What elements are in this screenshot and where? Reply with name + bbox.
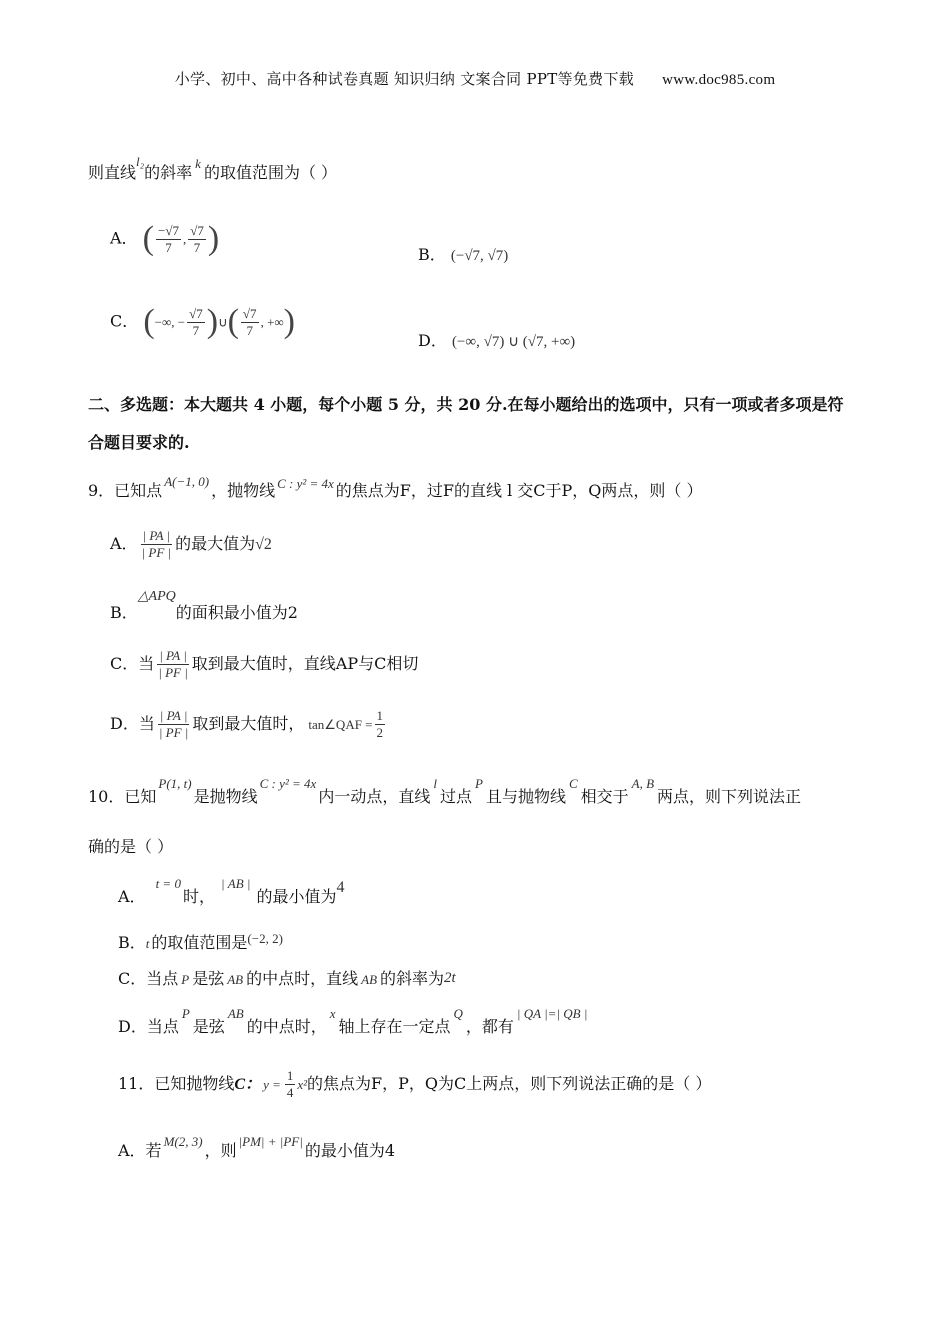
q8-option-b[interactable] xyxy=(418,242,508,265)
q10-option-c[interactable]: C．当点 P 是弦 AB 的中点时，直线 AB 的斜率为2t xyxy=(118,969,456,988)
q8-option-c[interactable]: C． (−∞, − $\frac{√7}{7}$ )∪( $\frac{√7}{7}$ , +∞) xyxy=(110,303,295,340)
option-expr: (−∞, √7) ∪ (√7, +∞) xyxy=(451,334,576,350)
fraction: $\frac{| PA |}{| PF |}$ xyxy=(158,648,188,680)
q11-stem: 11．已知抛物线C： y = $\frac{1}{4}$ x²的焦点为F，P，Q为C上两点，则下列说法正确的是（ ） xyxy=(118,1068,712,1100)
q8-stem xyxy=(88,154,338,183)
parabola-c: C : y² = 4x xyxy=(277,476,334,491)
q8-k: k xyxy=(195,156,201,171)
q8-l2: l₂ xyxy=(136,154,145,169)
q8-stem-text-b: 的斜率 xyxy=(144,163,193,182)
q10-option-d[interactable]: D．当点P是弦AB的中点时，x轴上存在一定点Q，都有| QA |=| QB | xyxy=(118,1006,588,1036)
point-a: A(−1, 0) xyxy=(164,474,210,489)
triangle-apq: △APQ xyxy=(137,589,176,604)
q9-option-a[interactable]: A． $\frac{| PA |}{| PF |}$ 的最大值为√2 xyxy=(110,528,272,560)
fraction: $\frac{√7}{7}$ xyxy=(242,305,257,338)
fraction-one-quarter: $\frac{1}{4}$ xyxy=(286,1068,294,1100)
section-2-heading-line2: 合题目要求的. xyxy=(88,433,190,452)
option-expr: (−√7, √7) xyxy=(450,248,509,264)
page-header xyxy=(0,68,950,89)
q10-stem-line2: 确的是（ ） xyxy=(88,837,174,856)
fraction: $\frac{√7}{7}$ xyxy=(189,305,203,338)
q10-stem: 10．已知$^{P(1, t)}$是抛物线$^{C : y^2 = 4x}$内一动点，直线$^l$过点$^P$且与抛物线$^C$相交于$^{A, B}$两点，则下列说法正 xyxy=(88,776,802,806)
q9-option-d[interactable]: D．当 $\frac{| PA |}{| PF |}$ 取到最大值时， tan∠QAF = $\frac{1}{2}$ xyxy=(110,708,384,740)
q11-option-a[interactable]: A．若 M(2, 3) ，则 |PM| + |PF| 的最小值为4 xyxy=(118,1134,395,1160)
header-url[interactable]: www.doc985.com xyxy=(662,72,776,88)
q8-stem-text-c: 的取值范围为（ ） xyxy=(203,163,338,182)
q10-option-a[interactable]: A．t = 0时，| AB |的最小值为4 xyxy=(118,876,345,906)
fraction-one-half: $\frac{1}{2}$ xyxy=(376,708,384,740)
left-paren: ( xyxy=(142,220,154,257)
q9-stem: 9．已知点 $^{A(-1, 0)}$ ，抛物线 $^{C : y^2 = 4x}$ 的焦点为F，过F的直线 l 交C于P，Q两点，则（ ） xyxy=(88,474,703,500)
right-paren: ) xyxy=(207,220,220,257)
q10-option-b[interactable]: B．t 的取值范围是$^{(-2, 2)}$ xyxy=(118,931,283,952)
comma: , xyxy=(182,231,187,247)
option-label: D． xyxy=(418,331,447,350)
fraction: $\frac{| PA |}{| PF |}$ xyxy=(158,708,189,740)
q8-stem-text-a: 则直线 xyxy=(88,163,137,182)
q9-option-c[interactable]: C．当 $\frac{| PA |}{| PF |}$ 取到最大值时，直线AP与C相切 xyxy=(110,648,419,680)
fraction: $\frac{| PA |}{| PF |}$ xyxy=(141,528,172,560)
q9-option-b[interactable]: B．△APQ的面积最小值为2 xyxy=(110,589,298,622)
union-symbol: ∪ xyxy=(218,314,228,330)
option-label: B． xyxy=(418,245,446,264)
option-label: C． xyxy=(110,311,139,331)
header-text: 小学、初中、高中各种试卷真题 知识归纳 文案合同 PPT等免费下载 xyxy=(174,70,635,88)
q8-option-d[interactable] xyxy=(418,328,575,351)
option-label: A． xyxy=(110,228,138,248)
q8-option-a[interactable] xyxy=(110,222,219,256)
fraction: $\frac{√7}{7}$ xyxy=(190,222,204,255)
fraction: $\frac{-√7}{7}$ xyxy=(157,222,179,255)
section-2-heading-line1: 二、多选题：本大题共 4 小题，每个小题 5 分，共 20 分.在每小题给出的选项中，只有一项或者多项是符 xyxy=(88,395,844,414)
